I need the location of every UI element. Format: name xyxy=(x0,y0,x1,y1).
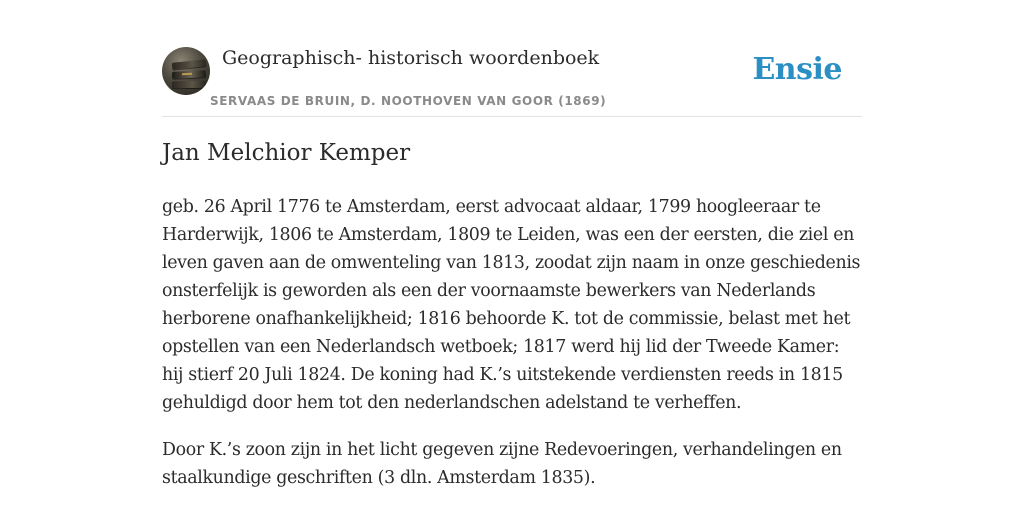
ensie-logo[interactable]: Ensie xyxy=(752,52,842,87)
source-book-title[interactable]: Geographisch- historisch woordenboek xyxy=(222,47,600,69)
source-authors: SERVAAS DE BRUIN, D. NOOTHOVEN VAN GOOR (1869) xyxy=(210,94,607,108)
book-stack-icon[interactable] xyxy=(162,47,210,95)
book-spine xyxy=(172,59,207,70)
source-header xyxy=(162,46,862,117)
entry-title: Jan Melchior Kemper xyxy=(162,140,411,166)
book-spine xyxy=(172,81,206,89)
entry-content xyxy=(162,193,862,511)
entry-paragraph: Door K.’s zoon zijn in het licht gegeven zijne Redevoeringen, verhandelingen en staalkundige geschriften (3 dln. Amsterdam 1835). xyxy=(162,440,842,488)
entry-paragraph: geb. 26 April 1776 te Amsterdam, eerst advocaat aldaar, 1799 hoogleeraar te Harderwijk, 1806 te Amsterdam, 1809 te Leiden, was een der eersten, die ziel en leven gaven aan de omwenteling van 1813, zoodat zijn naam in onze geschiedenis onsterfelijk is geworden als een der voornaamste bewerkers van Nederlands herborene onafhankelijkheid; 1816 behoorde K. tot de commissie, belast met het opstellen van een Nederlandsch wetboek; 1817 werd hij lid der Tweede Kamer: hij stierf 20 Juli 1824. De koning had K.’s uitstekende verdiensten reeds in 1815 gehuldigd door hem tot den nederlandschen adelstand te verheffen. xyxy=(162,197,861,413)
